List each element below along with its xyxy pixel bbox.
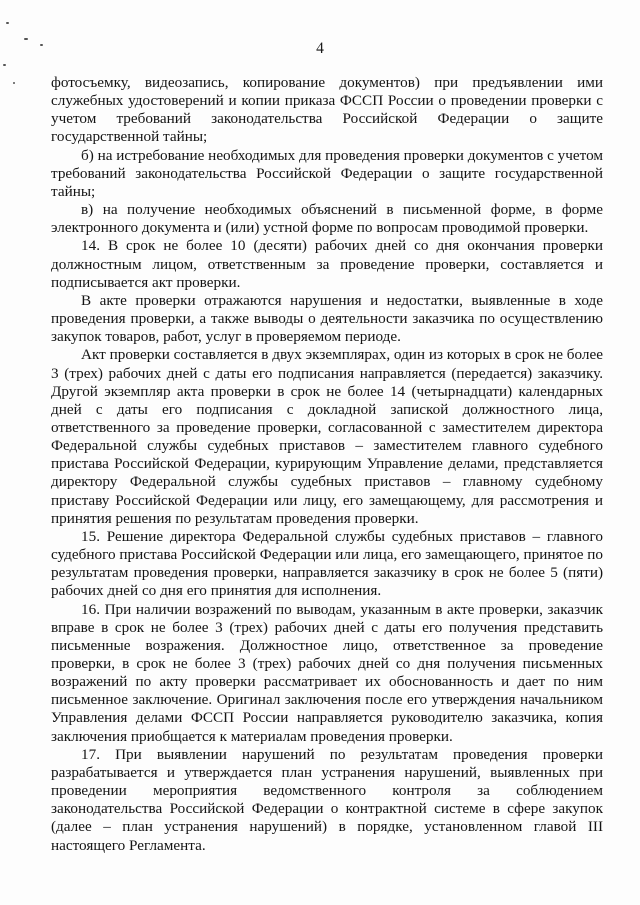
- paragraph-14: 14. В срок не более 10 (десяти) рабочих дней со дня окончания проверки должностным лицом, ответственным за проведение проверки, составляется и подписывается акт проверки.: [51, 237, 603, 291]
- paragraph-14-act-content: В акте проверки отражаются нарушения и недостатки, выявленные в ходе проведения проверки, а также выводы о деятельности заказчика по осуществлению закупок товаров, работ, услуг в проверяемом периоде.: [51, 291, 603, 346]
- paragraph-item-v: в) на получение необходимых объяснений в письменной форме, в форме электронного документа и (или) устной форме по вопросам проводимой проверки.: [51, 201, 603, 237]
- paragraph-14-act-copies: Акт проверки составляется в двух экземплярах, один из которых в срок не более 3 (трех) рабочих дней с даты его подписания направляется (передается) заказчику. Другой экземпляр акта проверки в срок не более 14 (четырнадцати) календарных дней с даты его подписания с докладной запиской должностного лица, ответственного за проведение проверки, согласованной с заместителем директора Федеральной службы судебных приставов – заместителем главного судебного пристава Российской Федерации, курирующим Управление делами, представляется директору Федеральной службы судебных приставов – главному судебному приставу Российской Федерации или лицу, его замещающему, для рассмотрения и принятия решения по результатам проведения проверки.: [51, 346, 603, 527]
- paragraph-15: 15. Решение директора Федеральной службы судебных приставов – главного судебного пристава Российской Федерации или лица, его замещающего, принятое по результатам проведения проверки, направляется заказчику в срок не более 5 (пяти) рабочих дней со дня его принятия для исполнения.: [51, 527, 603, 600]
- paragraph-17: 17. При выявлении нарушений по результатам проведения проверки разрабатывается и утверждается план устранения нарушений, выявленных при проведении мероприятия ведомственного контроля за соблюдением законодательства Российской Федерации о контрактной системе в сфере закупок (далее – план устранения нарушений) в порядке, установленном главой III настоящего Регламента.: [51, 745, 603, 854]
- paragraph-16: 16. При наличии возражений по выводам, указанным в акте проверки, заказчик вправе в срок не более 3 (трех) рабочих дней с даты его получения представить письменные возражения. Должностное лицо, ответственное за проведение проверки, в срок не более 3 (трех) рабочих дней со дня получения письменных возражений по акту проверки рассматривает их обоснованность и дает по ним письменное заключение. Оригинал заключения после его утверждения начальником Управления делами ФССП России направляется руководителю заказчика, копия заключения приобщается к материалам проведения проверки.: [51, 600, 603, 745]
- page-number: 4: [316, 40, 324, 57]
- document-body: [51, 74, 603, 855]
- paragraph-continuation: фотосъемку, видеозапись, копирование документов) при предъявлении ими служебных удостоверений и копии приказа ФССП России о проведении проверки с учетом требований законодательства Российской Федерации о защите государственной тайны;: [51, 74, 603, 146]
- paragraph-item-b: б) на истребование необходимых для проведения проверки документов с учетом требований законодательства Российской Федерации о защите государственной тайны;: [51, 146, 603, 200]
